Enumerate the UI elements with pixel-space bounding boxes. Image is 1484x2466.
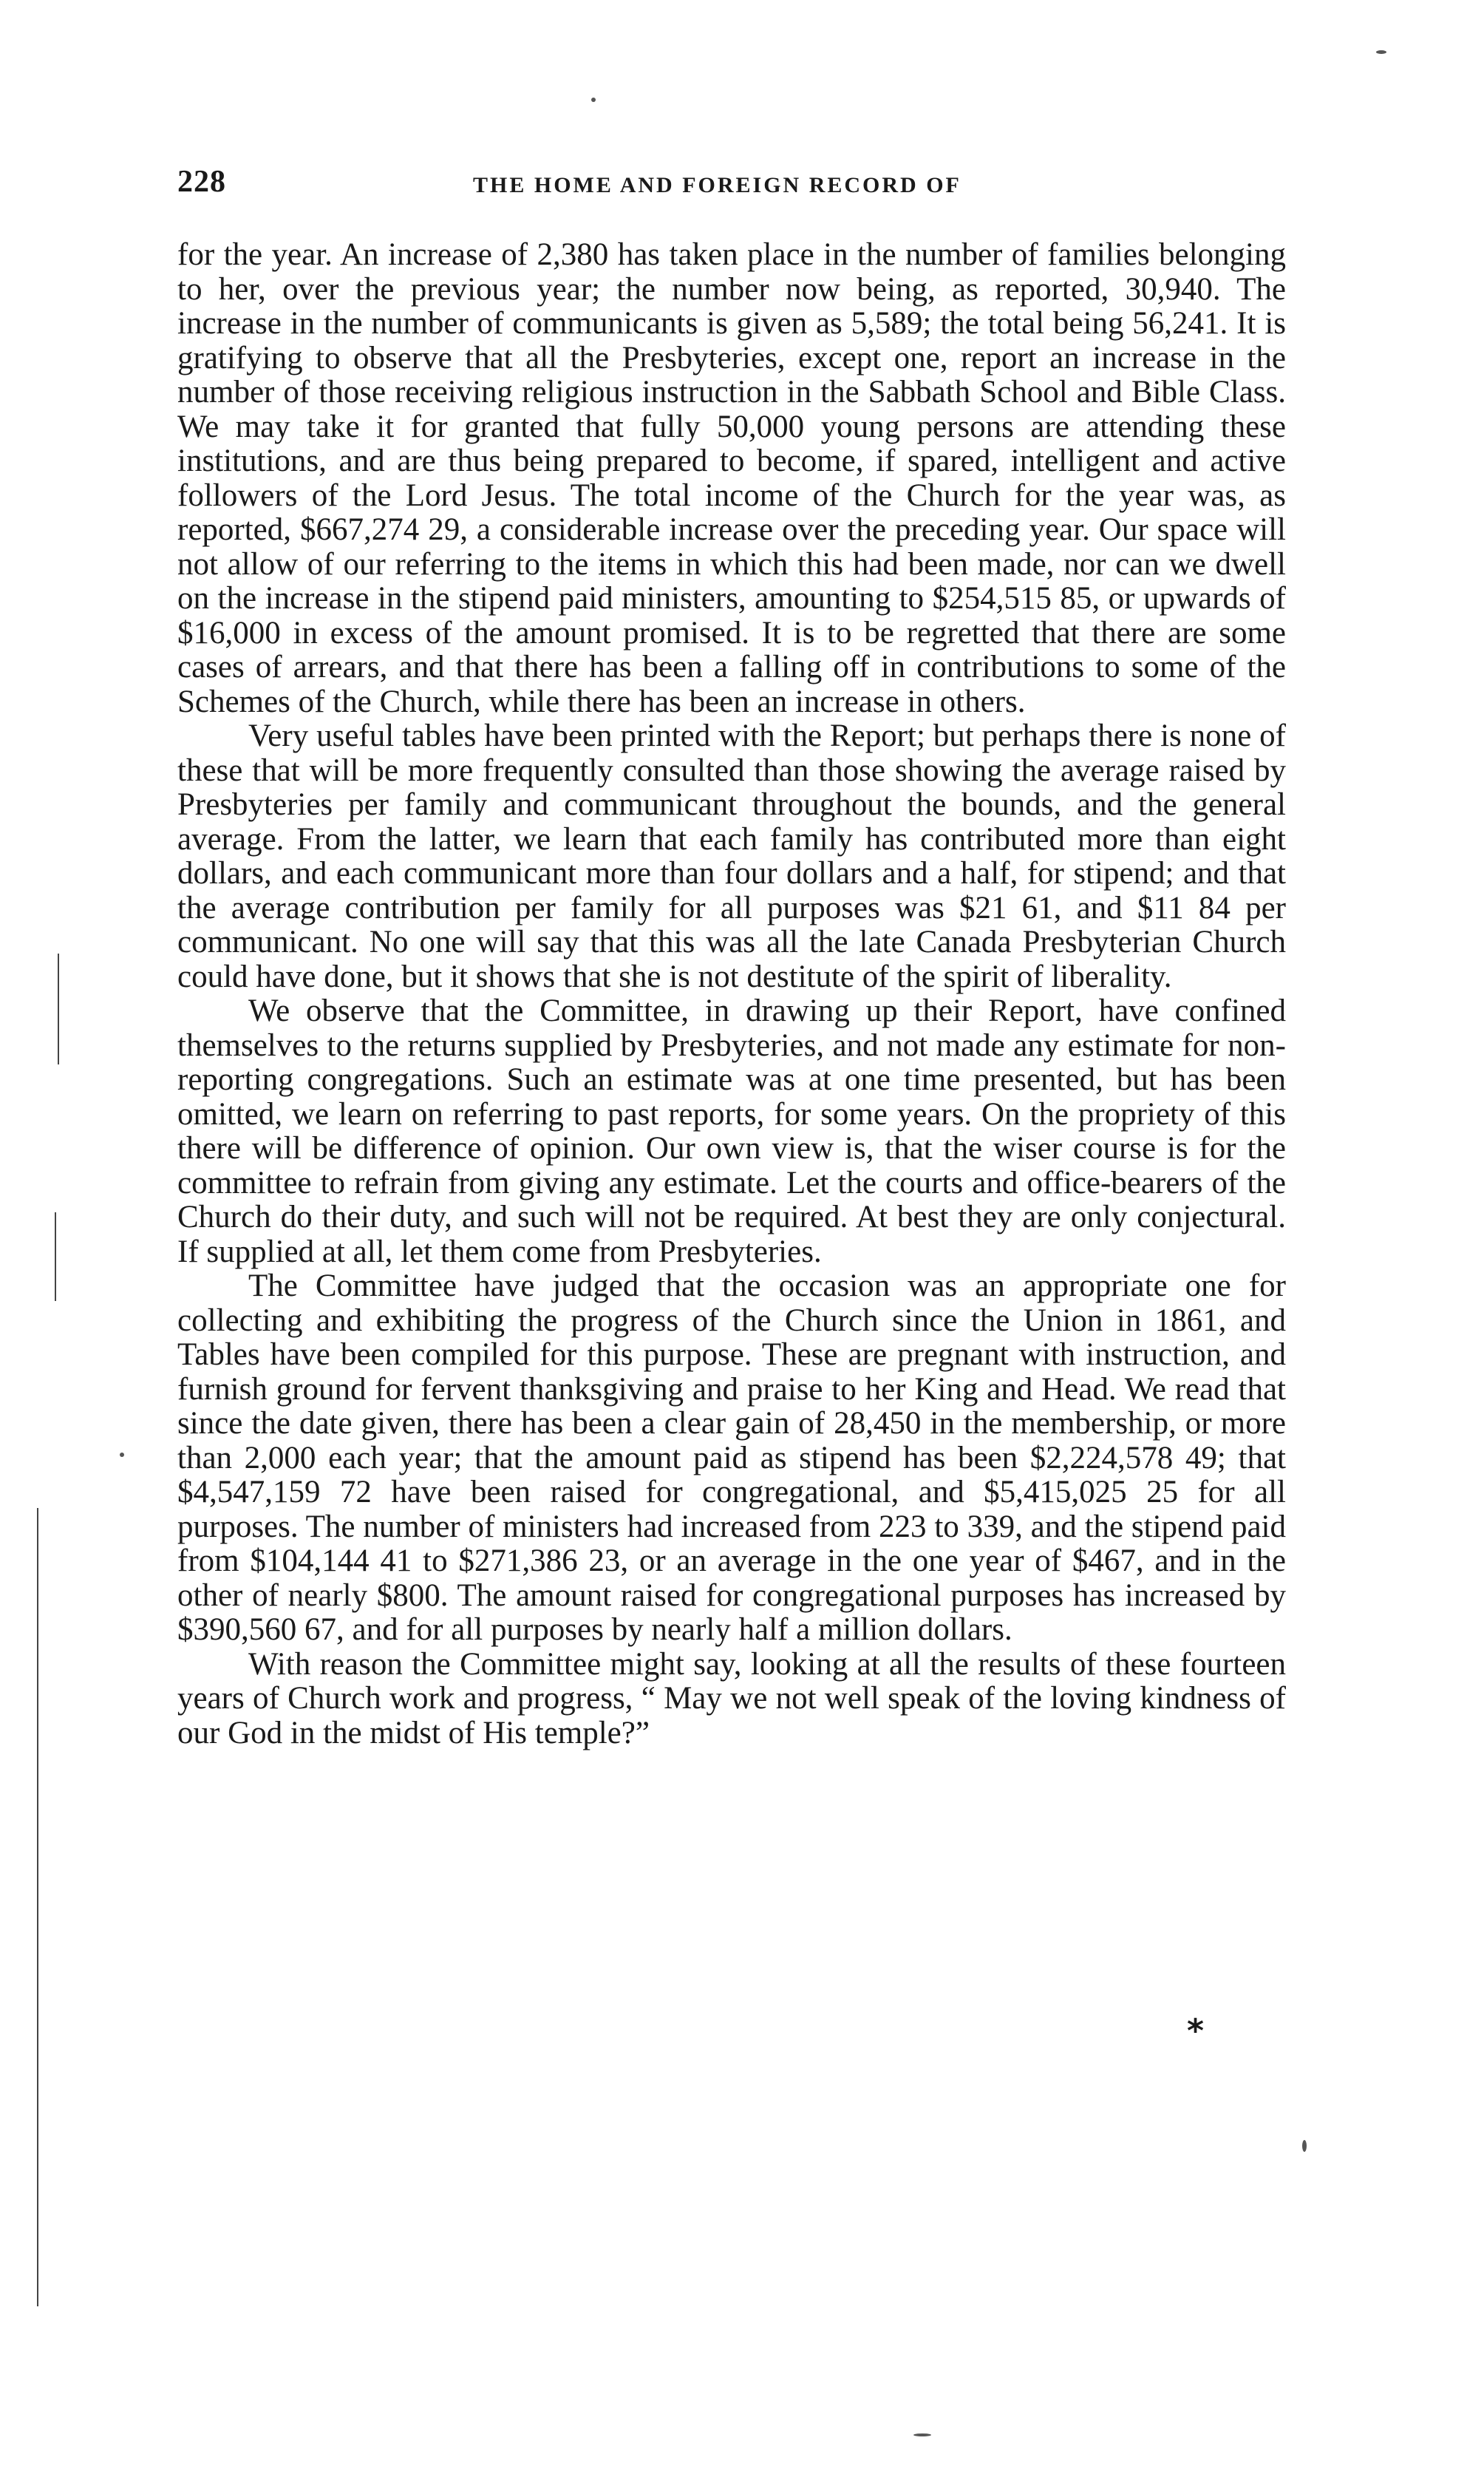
- paragraph: With reason the Committee might say, looking at all the results of these fourteen years of Church work and progress, “ May we not well speak of the loving kindness of our God in the midst of His temple?”: [177, 1646, 1286, 1750]
- scan-speck: [120, 1453, 124, 1457]
- article-body: [177, 238, 1286, 1750]
- binding-edge-mark: [37, 1508, 38, 2306]
- scan-speck: [1376, 50, 1386, 54]
- scan-speck: [1302, 2140, 1307, 2152]
- binding-edge-mark: [55, 1212, 56, 1301]
- scan-speck: [591, 98, 596, 102]
- page-header: [177, 164, 1293, 208]
- paragraph: The Committee have judged that the occasion was an appropriate one for collecting and exhibiting the progress of the Church since the Union in 1861, and Tables have been compiled for this purpose. These are pregnant with instruction, and furnish ground for fervent thanksgiving and praise to her King and Head. We read that since the date given, there has been a clear gain of 28,450 in the membership, or more than 2,000 each year; that the amount paid as stipend has been $2,224,578 49; that $4,547,159 72 have been raised for congregational, and $5,415,025 25 for all purposes. The number of ministers had increased from 223 to 339, and the stipend paid from $104,144 41 to $271,386 23, or an average in the one year of $467, and in the other of nearly $800. The amount raised for congregational purposes has increased by $390,560 67, and for all purposes by nearly half a million dollars.: [177, 1268, 1286, 1647]
- page-number: 228: [177, 165, 226, 199]
- paragraph: We observe that the Committee, in drawing up their Report, have confined themselves to the returns supplied by Presbyteries, and not made any estimate for non-reporting congregations. Such an estimate was at one time presented, but has been omitted, we learn on referring to past reports, for some years. On the propriety of this there will be difference of opinion. Our own view is, that the wiser course is for the committee to refrain from giving any estimate. Let the courts and office-bearers of the Church do their duty, and such will not be required. At best they are only conjectural. If supplied at all, let them come from Presbyteries.: [177, 993, 1286, 1269]
- scan-speck: [913, 2433, 931, 2436]
- running-head: THE HOME AND FOREIGN RECORD OF: [473, 173, 961, 197]
- paragraph: Very useful tables have been printed with the Report; but perhaps there is none of these that will be more frequently consulted than those showing the average raised by Presbyteries per family and communicant throughout the bounds, and the general average. From the latter, we learn that each family has contributed more than eight dollars, and each communicant more than four dollars and a half, for stipend; and that the average contribution per family for all purposes was $21 61, and $11 84 per communicant. No one will say that this was all the late Canada Presbyterian Church could have done, but it shows that she is not destitute of the spirit of liberality.: [177, 719, 1286, 994]
- binding-edge-mark: [58, 954, 59, 1064]
- paragraph: for the year. An increase of 2,380 has taken place in the number of families belonging to her, over the previous year; the number now being, as reported, 30,940. The increase in the number of communicants is given as 5,589; the total being 56,241. It is gratifying to observe that all the Presbyteries, except one, report an increase in the number of those receiving religious instruction in the Sabbath School and Bible Class. We may take it for granted that fully 50,000 young persons are attending these institutions, and are thus being prepared to become, if spared, intelligent and active followers of the Lord Jesus. The total income of the Church for the year was, as reported, $667,274 29, a considerable increase over the preceding year. Our space will not allow of our referring to the items in which this had been made, nor can we dwell on the increase in the stipend paid ministers, amounting to $254,515 85, or upwards of $16,000 in excess of the amount promised. It is to be regretted that there are some cases of arrears, and that there has been a falling off in contributions to some of the Schemes of the Church, while there has been an increase in others.: [177, 237, 1286, 719]
- end-asterisk: *: [1187, 2012, 1205, 2050]
